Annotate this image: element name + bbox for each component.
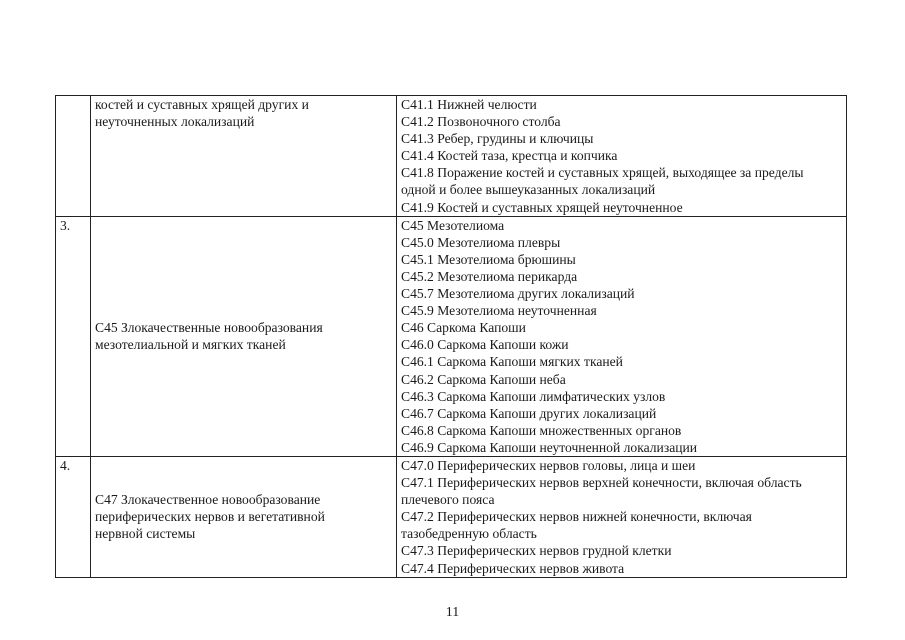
icd-code-line: С46 Саркома Капоши <box>401 320 526 336</box>
icd-code-line: С46.0 Саркома Капоши кожи <box>401 337 569 353</box>
icd-code-line: С41.1 Нижней челюсти <box>401 97 537 112</box>
icd-code-line: С47.2 Периферических нервов нижней конечности, включая <box>401 509 752 525</box>
icd-codes-cell <box>397 96 847 217</box>
row-number: 4. <box>60 457 71 473</box>
icd-code-line: С41.4 Костей таза, крестца и копчика <box>401 148 618 164</box>
icd-code-line: С47.4 Периферических нервов живота <box>401 560 625 576</box>
icd-code-line: С46.8 Саркома Капоши множественных органов <box>401 422 682 438</box>
icd-code-line: С46.3 Саркома Капоши лимфатических узлов <box>401 388 666 404</box>
icd-code-line: С45.0 Мезотелиома плевры <box>401 234 561 250</box>
row-number-cell <box>56 216 91 456</box>
page-number: 11 <box>445 605 460 620</box>
diagnosis-group-cell <box>91 456 397 577</box>
icd-code-line: С45.7 Мезотелиома других локализаций <box>401 286 635 302</box>
icd-code-line: С45.9 Мезотелиома неуточненная <box>401 303 597 319</box>
icd-code-line: С46.1 Саркома Капоши мягких тканей <box>401 354 623 370</box>
icd-code-line: С45.2 Мезотелиома перикарда <box>401 268 578 284</box>
icd-code-line: С47.0 Периферических нервов головы, лица и шеи <box>401 457 696 473</box>
icd-code-line: одной и более вышеуказанных локализаций <box>401 182 656 198</box>
icd-codes-cell <box>397 456 847 577</box>
diagnosis-group-line: периферических нервов и вегетативной <box>95 509 325 525</box>
diagnosis-group-line: мезотелиальной и мягких тканей <box>95 337 286 353</box>
icd-code-line: С46.7 Саркома Капоши других локализаций <box>401 405 657 421</box>
icd-code-line: С46.2 Саркома Капоши неба <box>401 371 566 387</box>
diagnosis-group-cell <box>91 216 397 456</box>
row-number: 3. <box>60 217 71 233</box>
table-body <box>56 96 847 578</box>
table-row <box>56 216 847 456</box>
table-row <box>56 96 847 217</box>
diagnosis-group-line: С47 Злокачественное новообразование <box>95 492 321 508</box>
icd-code-line: С41.2 Позвоночного столба <box>401 114 561 130</box>
diagnosis-group-line: нервной системы <box>95 526 196 542</box>
icd-code-line: тазобедренную область <box>401 526 537 542</box>
table-row <box>56 456 847 577</box>
icd-code-line: С45 Мезотелиома <box>401 217 505 233</box>
icd-code-line: С46.9 Саркома Капоши неуточненной локализации <box>401 439 698 455</box>
icd-code-line: С41.3 Ребер, грудины и ключицы <box>401 131 594 147</box>
icd-code-line: С47.3 Периферических нервов грудной клетки <box>401 543 672 559</box>
diagnosis-group-line: костей и суставных хрящей других и <box>95 97 309 112</box>
diagnosis-group-line: С45 Злокачественные новообразования <box>95 320 323 336</box>
icd-code-table <box>55 95 847 578</box>
icd-code-line: С47.1 Периферических нервов верхней конечности, включая область <box>401 475 802 491</box>
icd-code-line: С45.1 Мезотелиома брюшины <box>401 251 576 267</box>
diagnosis-group-line: неуточненных локализаций <box>95 114 255 130</box>
row-number-cell <box>56 456 91 577</box>
diagnosis-group-cell <box>91 96 397 217</box>
icd-code-line: С41.9 Костей и суставных хрящей неуточненное <box>401 199 683 215</box>
icd-codes-cell <box>397 216 847 456</box>
row-number-cell <box>56 96 91 217</box>
icd-code-line: С41.8 Поражение костей и суставных хрящей, выходящее за пределы <box>401 165 804 181</box>
icd-code-line: плечевого пояса <box>401 492 495 508</box>
